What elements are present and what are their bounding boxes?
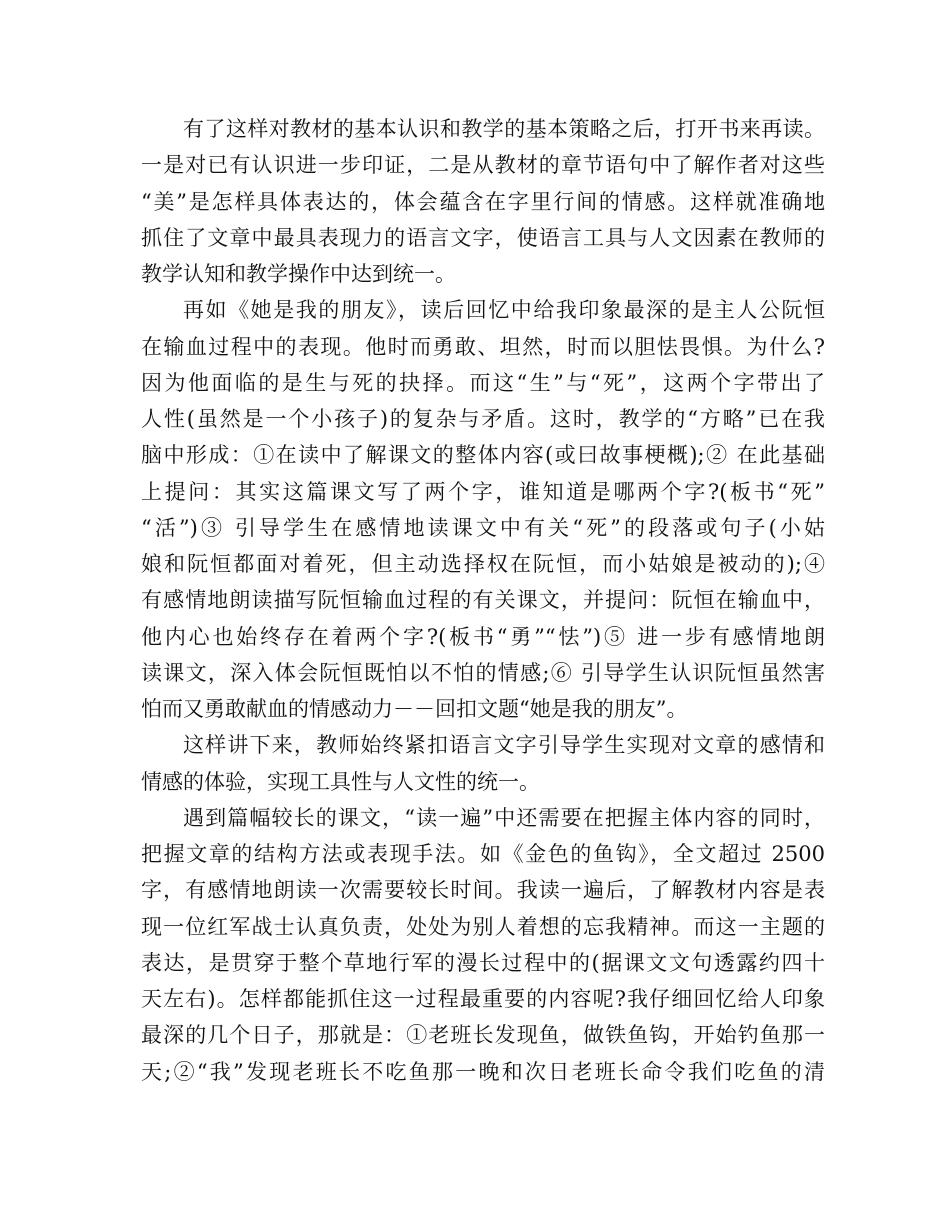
text-line: 最深的几个日子，那就是：①老班长发现鱼，做铁鱼钩，开始钓鱼那一 (141, 1023, 825, 1047)
text-line: 把握文章的结构方法或表现手法。如《金色的鱼钩》，全文超过 2500 (141, 842, 825, 866)
text-line: 一是对已有认识进一步印证，二是从教材的章节语句中了解作者对这些 (141, 153, 825, 177)
text-line: “美”是怎样具体表达的，体会蕴含在字里行间的情感。这样就准确地 (141, 190, 825, 214)
text-line: 因为他面临的是生与死的抉择。而这“生”与“死”，这两个字带出了 (141, 371, 825, 395)
text-line: 表达，是贯穿于整个草地行军的漫长过程中的(据课文文句透露约四十 (141, 951, 825, 975)
text-line: 人性(虽然是一个小孩子)的复杂与矛盾。这时，教学的“方略”已在我 (141, 407, 825, 431)
text-line: 有了这样对教材的基本认识和教学的基本策略之后，打开书来再读。 (183, 117, 825, 141)
text-line: 抓住了文章中最具表现力的语言文字，使语言工具与人文因素在教师的 (141, 226, 825, 250)
text-line: 再如《她是我的朋友》，读后回忆中给我印象最深的是主人公阮恒 (183, 298, 825, 322)
text-line: 有感情地朗读描写阮恒输血过程的有关课文，并提问：阮恒在输血中， (141, 588, 825, 612)
text-line: 怕而又勇敢献血的情感动力－－回扣文题“她是我的朋友”。 (141, 697, 688, 721)
text-line: “活”)③ 引导学生在感情地读课文中有关“死”的段落或句子(小姑 (141, 516, 825, 540)
text-line: 娘和阮恒都面对着死，但主动选择权在阮恒，而小姑娘是被动的);④ (141, 552, 825, 576)
text-line: 在输血过程中的表现。他时而勇敢、坦然，时而以胆怯畏惧。为什么? (141, 335, 825, 359)
text-line: 现一位红军战士认真负责，处处为别人着想的忘我精神。而这一主题的 (141, 915, 825, 939)
text-line: 这样讲下来，教师始终紧扣语言文字引导学生实现对文章的感情和 (183, 733, 825, 757)
text-line: 遇到篇幅较长的课文，“读一遍”中还需要在把握主体内容的同时， (183, 806, 825, 830)
text-line: 天左右)。怎样都能抓住这一过程最重要的内容呢?我仔细回忆给人印象 (141, 987, 825, 1011)
text-line: 脑中形成：①在读中了解课文的整体内容(或曰故事梗概);② 在此基础 (141, 443, 825, 467)
text-line: 他内心也始终存在着两个字?(板书“勇”“怯”)⑤ 进一步有感情地朗 (141, 625, 825, 649)
text-line: 教学认知和教学操作中达到统一。 (141, 262, 456, 286)
text-line: 字，有感情地朗读一次需要较长时间。我读一遍后，了解教材内容是表 (141, 878, 825, 902)
text-line: 情感的体验，实现工具性与人文性的统一。 (141, 770, 540, 794)
text-line: 上提问：其实这篇课文写了两个字，谁知道是哪两个字?(板书“死” (141, 480, 825, 504)
text-line: 读课文，深入体会阮恒既怕以不怕的情感;⑥ 引导学生认识阮恒虽然害 (141, 661, 825, 685)
text-line: 天;②“我”发现老班长不吃鱼那一晚和次日老班长命令我们吃鱼的清 (141, 1060, 825, 1084)
